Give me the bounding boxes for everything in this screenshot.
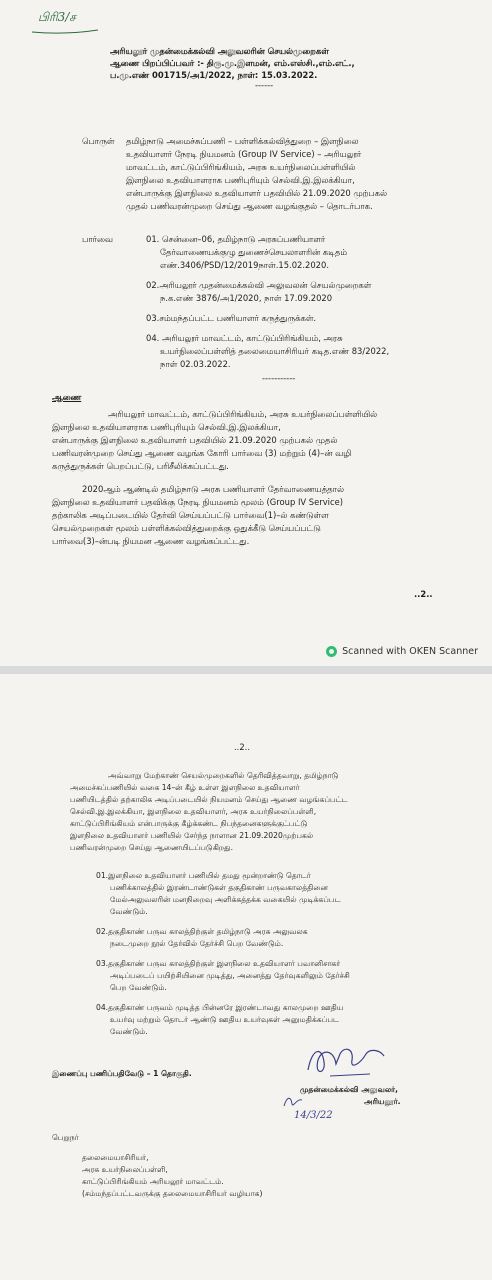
condition-1-line: பணிக்காலத்தில் இரண்டாண்டுகள் தகுதிகாண் பருவகாலத்தினை [110, 883, 328, 892]
recipient-line: தலைமையாசிரியர், [82, 1153, 149, 1162]
paragraph-line: இளநிலை உதவியாளராக பணிபுரியும் செல்வி.இ.இலக்கியா, [52, 422, 281, 432]
condition-4-line: 04.தகுதிகாண் பருவம் முடித்த பின்னரே இரண்டாவது காலமுறை ஊதிய [96, 1003, 344, 1012]
reference-item-1-line: தேர்வாணையக்குழு துணைச்செயலாளரின் கடிதம் [160, 247, 348, 257]
scanner-logo-icon [326, 646, 337, 657]
header-title: அரியலூர் முதன்மைக்கல்வி அலுவலரின் செயல்முறைகள் [110, 46, 329, 56]
scanner-label: Scanned with OKEN Scanner [342, 646, 478, 657]
paragraph-line: இளநிலை உதவியாளர் பதவிக்கு நேரடி நியமனம் மூலம் (Group IV Service) [52, 497, 344, 507]
header-issuer: ஆணை பிறப்பிப்பவர் :- திரு.மு.இளமன், எம்.எஸ்சி.,எம்.எட்., [110, 58, 355, 68]
paragraph-line: இளநிலை உதவியாளர் பணியில் சேர்ந்த நாளான 21.09.2020முற்பகல் [70, 831, 314, 840]
condition-2-line: 02.தகுதிகாண் பருவ காலத்திற்குள் தமிழ்நாடு அரசு அலுவலக [96, 927, 308, 936]
condition-2-line: நடைமுறை நூல் தேர்வில் தேர்ச்சி பெற வேண்டும். [110, 939, 284, 948]
paragraph-line: பணியிடத்தில் தற்காலிக அடிப்படையில் நியமனம் செய்து ஆணை வழங்கப்பட்ட [70, 795, 348, 804]
page-continuation-marker: ..2.. [414, 589, 433, 599]
condition-4-line: உயர்வு மற்றும் தொடர் ஆண்டு ஊதிய உயர்வுகள் அனுமதிக்கப்பட [110, 1015, 340, 1024]
enclosure-note: இணைப்பு பணிப்பதிவேடு – 1 தொகுதி. [52, 1069, 192, 1078]
paragraph-line: 2020ஆம் ஆண்டில் தமிழ்நாடு அரசு பணியாளர் தேர்வாணையத்தால் [82, 484, 344, 494]
subject-line: தமிழ்நாடு அமைச்சுப்பணி – பள்ளிக்கல்வித்துறை – இளநிலை [126, 136, 359, 146]
subject-label: பொருள் [82, 136, 115, 146]
paragraph-line: பணிவரன்முறை செய்து ஆணையிடப்படுகிறது. [70, 843, 234, 852]
condition-3-line: 03.தகுதிகாண் பருவ காலத்திற்குள் இளநிலை உதவியாளர் பவானிசாகர் [96, 959, 341, 968]
recipient-line: காட்டுப்பிரிங்கியம் அரியலூர் மாவட்டம். [82, 1177, 224, 1186]
paragraph-line: அரியலூர் மாவட்டம், காட்டுப்பிரிங்கியம், அரசு உயர்நிலைப்பள்ளியில் [108, 409, 378, 419]
paragraph-line: அவ்வாறு மேற்காண் செயல்முறைகளில் தெரிவித்தவாறு, தமிழ்நாடு [108, 771, 339, 780]
recipient-line: அரசு உயர்நிலைப்பள்ளி, [82, 1165, 168, 1174]
header-reference-number: ப.மு.எண் 001715/அ1/2022, நாள்: 15.03.2022. [110, 70, 318, 80]
condition-3-line: அடிப்படைப் பயிற்சியினை முடித்து, அனைத்து தேர்வுகளிலும் தேர்ச்சி [110, 971, 350, 980]
initial-scribble-icon [282, 1094, 304, 1110]
reference-item-3-line: 03.சம்மந்தப்பட்ட பணியாளர் கருத்துருக்கள். [146, 313, 317, 323]
subject-line: முதல் பணிவரன்முறை செய்து ஆணை வழங்குதல் – தொடர்பாக. [126, 201, 373, 211]
condition-1-line: 01.இளநிலை உதவியாளர் பணியில் தமது மூன்றாண்டு தொடர் [96, 871, 311, 880]
condition-1-line: மேல்அலுவலரின் மனநிறைவு அளிக்கத்தக்க வகையில் முடிக்கப்பட [110, 895, 341, 904]
signature-date: 14/3/22 [294, 1110, 333, 1121]
header-rule: ------ [255, 80, 274, 90]
officer-signature-icon [300, 1040, 390, 1084]
paragraph-line: பணிவரன்முறை செய்து ஆணை வழங்க கோரி பார்வை (3) மற்றும் (4)–ன் வழி [52, 448, 352, 458]
recipient-label: பெறுநர் [52, 1133, 79, 1142]
signatory-title: முதன்மைக்கல்வி அலுவலர், [300, 1085, 399, 1094]
order-heading: ஆணை [52, 392, 82, 402]
reference-item-4-line: உயர்நிலைப்பள்ளித் தலைமையாசிரியர் கடித.எண் 83/2022, [160, 346, 390, 356]
reference-label: பார்வை [82, 234, 113, 244]
reference-item-4-line: நாள் 02.03.2022. [160, 359, 231, 369]
corner-handwritten-mark: பிரி3/ச [38, 10, 76, 24]
reference-item-1-line: 01. சென்னை–06, தமிழ்நாடு அரசுப்பணியாளர் [146, 234, 326, 244]
subject-line: உதவியாளர் நேரடி நியமனம் (Group IV Service) – அரியலூர் [126, 149, 362, 159]
page-number-header: ..2.. [234, 742, 250, 752]
condition-3-line: பெற வேண்டும். [110, 983, 167, 992]
subject-line: என்பாருக்கு இளநிலை உதவியாளர் பதவியில் 21.09.2020 முற்பகல் [126, 188, 387, 198]
recipient-line: (சம்மந்தப்பட்டவருக்கு தலைமையாசிரியர் வழியாக) [82, 1189, 263, 1198]
reference-rule: ----------- [262, 373, 296, 383]
subject-line: இளநிலை உதவியாளராக பணிபுரியும் செல்வி.இ.இலக்கியா, [126, 175, 355, 185]
paragraph-line: என்பாருக்கு இளநிலை உதவியாளர் பதவியில் 21.09.2020 முற்பகல் முதல் [52, 435, 338, 445]
paragraph-line: கருத்துருக்கள் பெறப்பட்டு, பரிசீலிக்கப்பட்டது. [52, 461, 229, 471]
reference-item-2-line: ந.க.எண் 3876/அ1/2020, நாள் 17.09.2020 [160, 293, 333, 303]
reference-item-1-line: எண்.3406/PSD/12/2019நாள்.15.02.2020. [160, 260, 330, 270]
paragraph-line: செயல்முறைகள் மூலம் பள்ளிக்கல்வித்துறைக்கு ஒதுக்கீடு செய்யப்பட்டு [52, 523, 321, 533]
condition-1-line: வேண்டும். [110, 907, 148, 916]
corner-mark-underline [30, 28, 100, 36]
paragraph-line: தற்காலிக அடிப்படையில் தேர்வி செய்யப்பட்டு பார்வை(1)–ல் கண்டுள்ள [52, 510, 329, 520]
scanner-watermark [326, 646, 478, 657]
signatory-place: அரியலூர். [364, 1097, 401, 1106]
subject-line: மாவட்டம், காட்டுப்பிரிங்கியம், அரசு உயர்நிலைப்பள்ளியில் [126, 162, 356, 172]
condition-4-line: வேண்டும். [110, 1027, 148, 1036]
paragraph-line: செல்வி.இ.இலக்கியா, இளநிலை உதவியாளர், அரசு உயர்நிலைப்பள்ளி, [70, 807, 317, 816]
reference-item-2-line: 02.அரியலூர் முதன்மைக்கல்வி அலுவலன் செயல்முறைகள் [146, 280, 372, 290]
reference-item-4-line: 04. அரியலூர் மாவட்டம், காட்டுப்பிரிங்கியம், அரசு [146, 333, 343, 343]
paragraph-line: காட்டுப்பிரிங்கியம் என்பாருக்கு கீழ்க்கண்ட நிபந்தனைகளுக்குட்பட்டு [70, 819, 308, 828]
document-page-2 [0, 674, 492, 1280]
paragraph-line: பார்வை(3)–ன்படி நியமன ஆணை வழங்கப்பட்டது. [52, 536, 250, 546]
paragraph-line: அமைச்சுப்பணியில் வகை 14–ன் கீழ் உள்ள இளநிலை உதவியாளர் [70, 783, 300, 792]
